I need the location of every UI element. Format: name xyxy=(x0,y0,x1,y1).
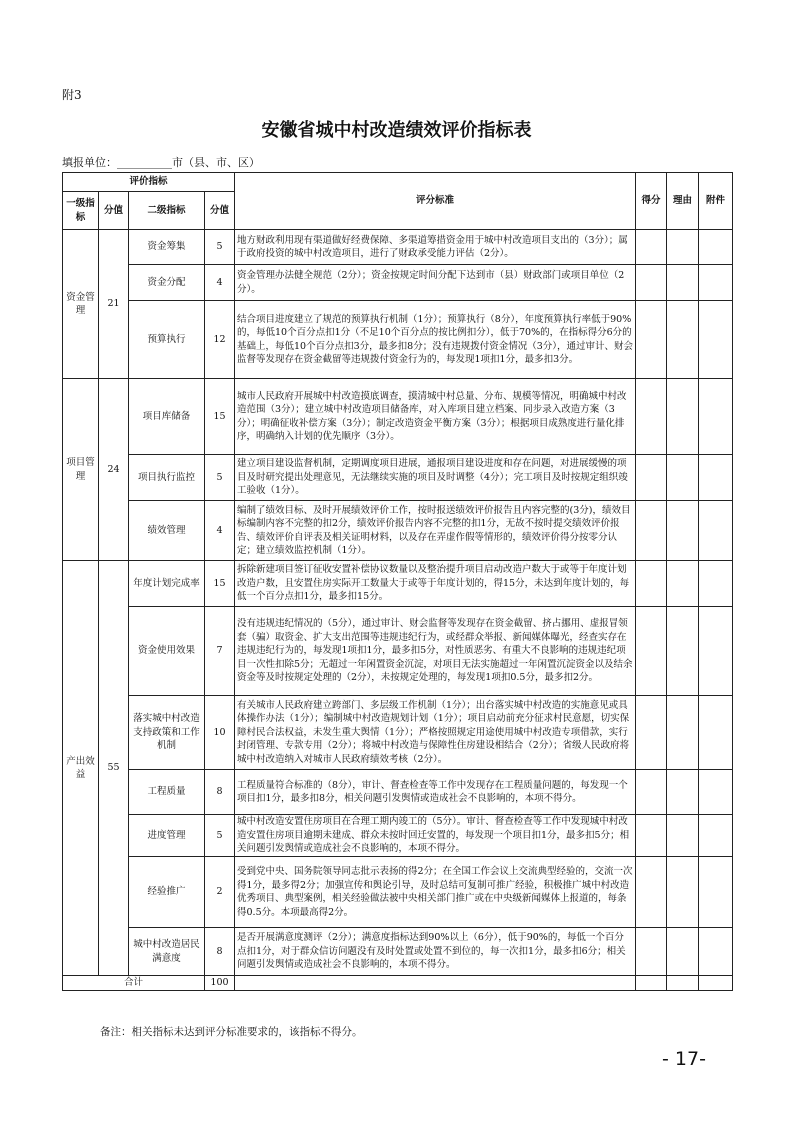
total-label: 合计 xyxy=(63,976,205,991)
table-row xyxy=(63,770,733,815)
table-row xyxy=(63,455,733,501)
score-earned-cell xyxy=(636,607,667,696)
level2-score: 5 xyxy=(205,815,235,857)
level2-score: 15 xyxy=(205,561,235,607)
criteria-text: 地方财政利用现有渠道做好经费保障、多渠道筹措资金用于城中村改造项目支出的（3分）；属于政府投资的城中村改造项目，进行了财政承受能力评估（2分）。 xyxy=(235,230,636,265)
reason-cell xyxy=(667,501,699,561)
evaluation-table xyxy=(62,172,733,991)
reason-cell xyxy=(667,455,699,501)
score-earned-cell xyxy=(636,815,667,857)
attachment-cell xyxy=(699,230,733,265)
header-level2: 二级指标 xyxy=(129,192,205,230)
attachment-label: 附3 xyxy=(62,88,82,102)
header-score-2: 分值 xyxy=(205,192,235,230)
score-earned-cell xyxy=(636,976,667,991)
attachment-cell xyxy=(699,928,733,976)
score-earned-cell xyxy=(636,928,667,976)
score-earned-cell xyxy=(636,455,667,501)
attachment-cell xyxy=(699,815,733,857)
level2-name: 预算执行 xyxy=(129,301,205,379)
table-row xyxy=(63,301,733,379)
level1-score: 24 xyxy=(99,379,129,561)
header-reason: 理由 xyxy=(667,173,699,230)
level2-name: 项目执行监控 xyxy=(129,455,205,501)
score-earned-cell xyxy=(636,770,667,815)
header-score-1: 分值 xyxy=(99,192,129,230)
attachment-cell xyxy=(699,301,733,379)
score-earned-cell xyxy=(636,696,667,770)
reason-cell xyxy=(667,815,699,857)
score-earned-cell xyxy=(636,561,667,607)
criteria-text: 城市人民政府开展城中村改造摸底调查，摸清城中村总量、分布、规模等情况，明确城中村改造范围（3分）；建立城中村改造项目储备库，对入库项目建立档案、同步录入改造方案（3分）；明确征收补偿方案（3分）；制定改造资金平衡方案（3分）；根据项目成熟度进行量化排序，明确纳入计划的优先顺序（3分）。 xyxy=(235,379,636,455)
score-earned-cell xyxy=(636,857,667,928)
footnote: 备注：相关指标未达到评分标准要求的，该指标不得分。 xyxy=(100,1026,363,1038)
level2-score: 7 xyxy=(205,607,235,696)
score-earned-cell xyxy=(636,379,667,455)
level2-name: 年度计划完成率 xyxy=(129,561,205,607)
criteria-text: 编制了绩效目标、及时开展绩效评价工作，按时报送绩效评价报告且内容完整的(3分)，绩效目标编制内容不完整的扣2分，绩效评价报告内容不完整的扣1分，无故不按时提交绩效评价报告、绩效评价自评表及相关证明材料，以及存在弄虚作假等情形的，绩效评价得分按零分认定；建立绩效监控机制（1分）。 xyxy=(235,501,636,561)
reason-cell xyxy=(667,230,699,265)
criteria-text: 有关城市人民政府建立跨部门、多层级工作机制（1分）；出台落实城中村改造的实施意见或具体操作办法（1分）；编制城中村改造规划计划（1分）；项目启动前充分征求村民意愿，切实保障村民合法权益，未发生重大舆情（1分）；严格按照规定用途使用城中村改造专项借款，实行封闭管理、专款专用（2分）；将城中村改造与保障性住房建设相结合（2分）；省级人民政府将城中村改造纳入对城市人民政府绩效考核（2分）。 xyxy=(235,696,636,770)
attachment-cell xyxy=(699,265,733,301)
score-earned-cell xyxy=(636,501,667,561)
table-row xyxy=(63,561,733,607)
reason-cell xyxy=(667,379,699,455)
table-row xyxy=(63,815,733,857)
level1-name: 资金管理 xyxy=(63,230,99,379)
level2-score: 12 xyxy=(205,301,235,379)
criteria-text: 拆除新建项目签订征收安置补偿协议数量以及整治提升项目启动改造户数大于或等于年度计划改造户数，且安置住房实际开工数量大于或等于年度计划的，得15分，未达到年度计划的，每低一个百分点扣1分，最多扣15分。 xyxy=(235,561,636,607)
level2-score: 2 xyxy=(205,857,235,928)
table-row xyxy=(63,857,733,928)
attachment-cell xyxy=(699,696,733,770)
level2-name: 落实城中村改造支持政策和工作机制 xyxy=(129,696,205,770)
reason-cell xyxy=(667,561,699,607)
criteria-text: 是否开展满意度测评（2分）；满意度指标达到90%以上（6分），低于90%的，每低一个百分点扣1分，对于群众信访问题没有及时处置或处置不到位的，每一次扣1分，最多扣6分；相关问题引发舆情或造成社会不良影响的，本项不得分。 xyxy=(235,928,636,976)
level2-name: 城中村改造居民满意度 xyxy=(129,928,205,976)
attachment-cell xyxy=(699,455,733,501)
reason-cell xyxy=(667,976,699,991)
table-row xyxy=(63,696,733,770)
header-attachment: 附件 xyxy=(699,173,733,230)
level2-name: 进度管理 xyxy=(129,815,205,857)
level1-score: 55 xyxy=(99,561,129,976)
score-earned-cell xyxy=(636,265,667,301)
level2-name: 项目库储备 xyxy=(129,379,205,455)
level2-name: 工程质量 xyxy=(129,770,205,815)
level2-name: 经验推广 xyxy=(129,857,205,928)
attachment-cell xyxy=(699,379,733,455)
page-number: - 17- xyxy=(662,1048,706,1070)
header-row-1 xyxy=(63,173,733,192)
reason-cell xyxy=(667,696,699,770)
score-earned-cell xyxy=(636,230,667,265)
level2-score: 4 xyxy=(205,501,235,561)
attachment-cell xyxy=(699,976,733,991)
criteria-text: 资金管理办法健全规范（2分）；资金按规定时间分配下达到市（县）财政部门或项目单位（2分）。 xyxy=(235,265,636,301)
document-title: 安徽省城中村改造绩效评价指标表 xyxy=(261,120,532,141)
level2-name: 绩效管理 xyxy=(129,501,205,561)
attachment-cell xyxy=(699,607,733,696)
attachment-cell xyxy=(699,561,733,607)
reason-cell xyxy=(667,265,699,301)
level2-score: 8 xyxy=(205,928,235,976)
level2-score: 10 xyxy=(205,696,235,770)
criteria-text: 没有违规违纪情况的（5分），通过审计、财会监督等发现存在资金截留、挤占挪用、虚报冒领套（骗）取资金、扩大支出范围等违规违纪行为，或经群众举报、新闻媒体曝光，经查实存在违规违纪行为的，每发现1项扣1分，最多扣5分，对性质恶劣、有重大不良影响的违规违纪项目一次性扣除5分；无超过一年闲置资金沉淀，对项目无法实施超过一年闲置沉淀资金以及结余资金等及时按规定处理的（2分），未按规定处理的，每发现1项扣0.5分，最多扣2分。 xyxy=(235,607,636,696)
header-criteria: 评分标准 xyxy=(235,173,636,230)
table-row xyxy=(63,230,733,265)
criteria-text: 建立项目建设监督机制，定期调度项目进展，通报项目建设进度和存在问题，对进展缓慢的项目及时研究提出处理意见，无法继续实施的项目及时调整（4分）；完工项目及时按规定组织竣工验收（1分）。 xyxy=(235,455,636,501)
level2-name: 资金分配 xyxy=(129,265,205,301)
table-row xyxy=(63,607,733,696)
level2-score: 4 xyxy=(205,265,235,301)
score-earned-cell xyxy=(636,301,667,379)
table-row xyxy=(63,265,733,301)
table-row xyxy=(63,501,733,561)
total-score: 100 xyxy=(205,976,235,991)
criteria-text: 工程质量符合标准的（8分），审计、督查检查等工作中发现存在工程质量问题的，每发现一个项目扣1分，最多扣8分，相关问题引发舆情或造成社会不良影响的，本项不得分。 xyxy=(235,770,636,815)
header-level1: 一级指标 xyxy=(63,192,99,230)
level2-score: 15 xyxy=(205,379,235,455)
level1-score: 21 xyxy=(99,230,129,379)
level2-name: 资金使用效果 xyxy=(129,607,205,696)
attachment-cell xyxy=(699,501,733,561)
criteria-text: 结合项目进度建立了规范的预算执行机制（1分）；预算执行（8分），年度预算执行率低于90%的，每低10个百分点扣1分（不足10个百分点的按比例扣分），低于70%的，在指标得分6分的基础上，每低10个百分点扣3分，最多扣8分；没有违规拨付资金情况（3分），通过审计、财会监督等发现存在资金截留等违规拨付资金行为的，每发现1项扣1分，最多扣3分。 xyxy=(235,301,636,379)
level2-name: 资金筹集 xyxy=(129,230,205,265)
criteria-text: 城中村改造安置住房项目在合理工期内竣工的（5分）。审计、督查检查等工作中发现城中村改造安置住房项目逾期未建成、群众未按时回迁安置的，每发现一个项目扣1分，最多扣5分；相关问题引发舆情或造成社会不良影响的，本项不得分。 xyxy=(235,815,636,857)
fill-unit-line: 填报单位：__________市（县、市、区） xyxy=(62,156,260,169)
level1-name: 产出效益 xyxy=(63,561,99,976)
reason-cell xyxy=(667,857,699,928)
attachment-cell xyxy=(699,857,733,928)
table-row xyxy=(63,379,733,455)
reason-cell xyxy=(667,770,699,815)
reason-cell xyxy=(667,301,699,379)
table-row xyxy=(63,928,733,976)
reason-cell xyxy=(667,607,699,696)
header-indicators: 评价指标 xyxy=(63,173,235,192)
header-earned: 得分 xyxy=(636,173,667,230)
level2-score: 5 xyxy=(205,230,235,265)
level2-score: 8 xyxy=(205,770,235,815)
criteria-empty-cell xyxy=(235,976,636,991)
level2-score: 5 xyxy=(205,455,235,501)
attachment-cell xyxy=(699,770,733,815)
total-row xyxy=(63,976,733,991)
criteria-text: 受到党中央、国务院领导同志批示表扬的得2分；在全国工作会议上交流典型经验的，交流一次得1分，最多得2分；加强宣传和舆论引导，及时总结可复制可推广经验，积极推广城中村改造优秀项目、典型案例，相关经验做法被中央相关部门推广或在中央级新闻媒体上报道的，每条得0.5分。本项最高得2分。 xyxy=(235,857,636,928)
level1-name: 项目管理 xyxy=(63,379,99,561)
reason-cell xyxy=(667,928,699,976)
